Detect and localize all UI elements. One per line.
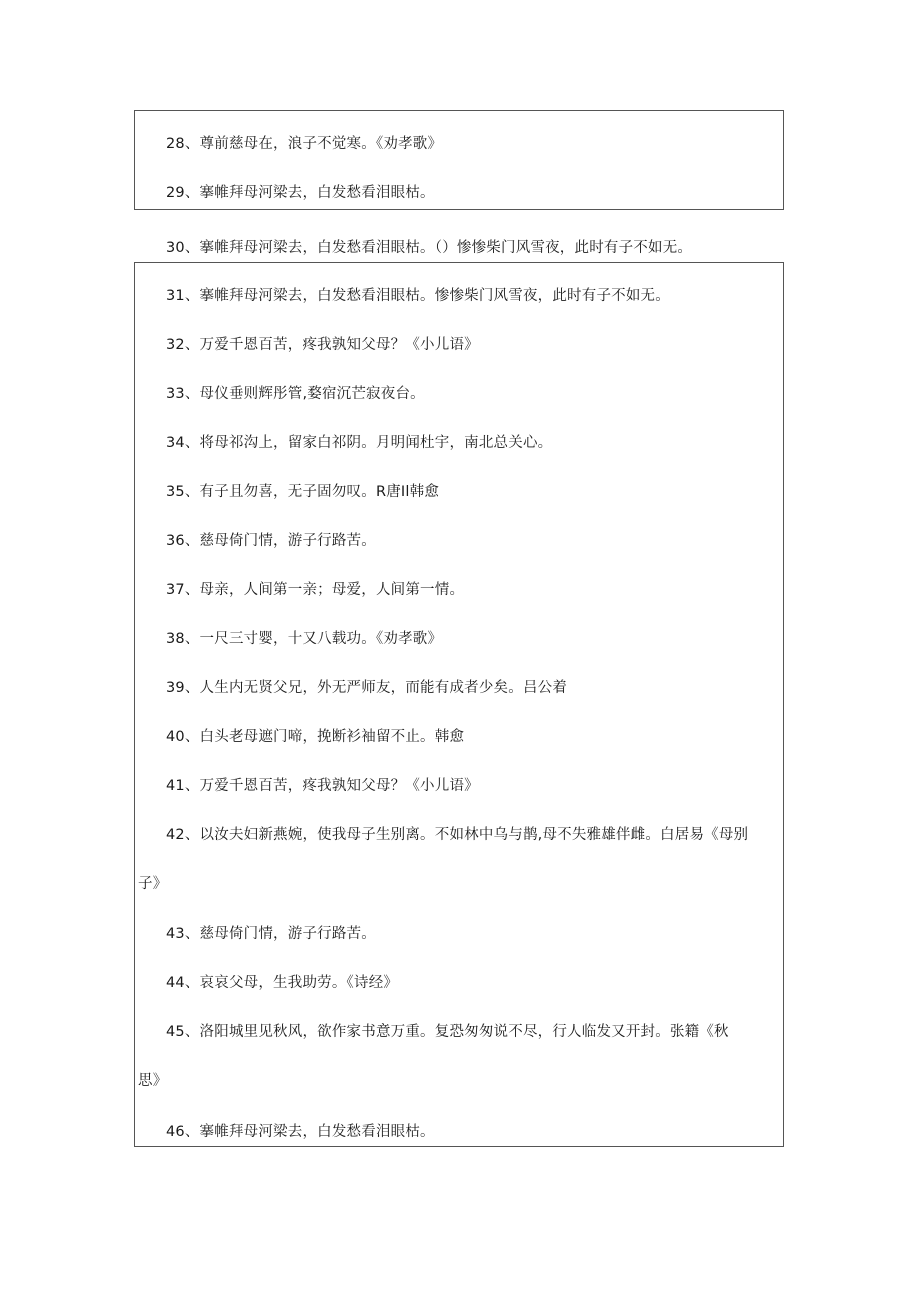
quote-line: 36、慈母倚门情，游子行路苦。 bbox=[166, 533, 376, 549]
quote-line: 35、有子且勿喜，无子固勿叹。R唐Il韩愈 bbox=[166, 484, 440, 500]
quote-line: 32、万爱千恩百苦，疼我孰知父母？《小儿语》 bbox=[166, 337, 479, 353]
quote-line: 30、搴帷拜母河梁去，白发愁看泪眼枯。（）惨惨柴门风雪夜，此时有子不如无。 bbox=[166, 240, 693, 256]
quote-line: 43、慈母倚门情，游子行路苦。 bbox=[166, 926, 376, 942]
quote-line: 45、洛阳城里见秋风，欲作家书意万重。复恐匆匆说不尽，行人临发又开封。张籍《秋 bbox=[166, 1024, 729, 1040]
quote-line: 31、搴帷拜母河梁去，白发愁看泪眼枯。惨惨柴门风雪夜，此时有子不如无。 bbox=[166, 288, 670, 304]
quote-line: 28、尊前慈母在，浪子不觉寒。《劝孝歌》 bbox=[166, 136, 443, 152]
quote-line: 42、以汝夫妇新燕婉，使我母子生别离。不如林中乌与鹊,母不失雅雄伴雌。白居易《母别 bbox=[166, 827, 749, 843]
quote-line: 34、将母祁沟上，留家白祁阴。月明闻杜宇，南北总关心。 bbox=[166, 435, 553, 451]
quote-line: 37、母亲，人间第一亲；母爱，人间第一情。 bbox=[166, 582, 465, 598]
quote-line: 33、母仪垂则辉彤管,婺宿沉芒寂夜台。 bbox=[166, 386, 425, 402]
quote-line: 41、万爱千恩百苦，疼我孰知父母？《小儿语》 bbox=[166, 778, 479, 794]
quote-line: 46、搴帷拜母河梁去，白发愁看泪眼枯。 bbox=[166, 1124, 435, 1140]
quote-line: 39、人生内无贤父兄，外无严师友，而能有成者少矣。吕公着 bbox=[166, 680, 568, 696]
quote-line: 38、一尺三寸婴，十又八载功。《劝孝歌》 bbox=[166, 631, 443, 647]
quote-line: 40、白头老母遮门啼，挽断衫袖留不止。韩愈 bbox=[166, 729, 465, 745]
quote-line: 29、搴帷拜母河梁去，白发愁看泪眼枯。 bbox=[166, 185, 435, 201]
quote-line: 子》 bbox=[138, 876, 168, 892]
quote-line: 思》 bbox=[138, 1073, 168, 1089]
quote-line: 44、哀哀父母，生我助劳。《诗经》 bbox=[166, 975, 399, 991]
